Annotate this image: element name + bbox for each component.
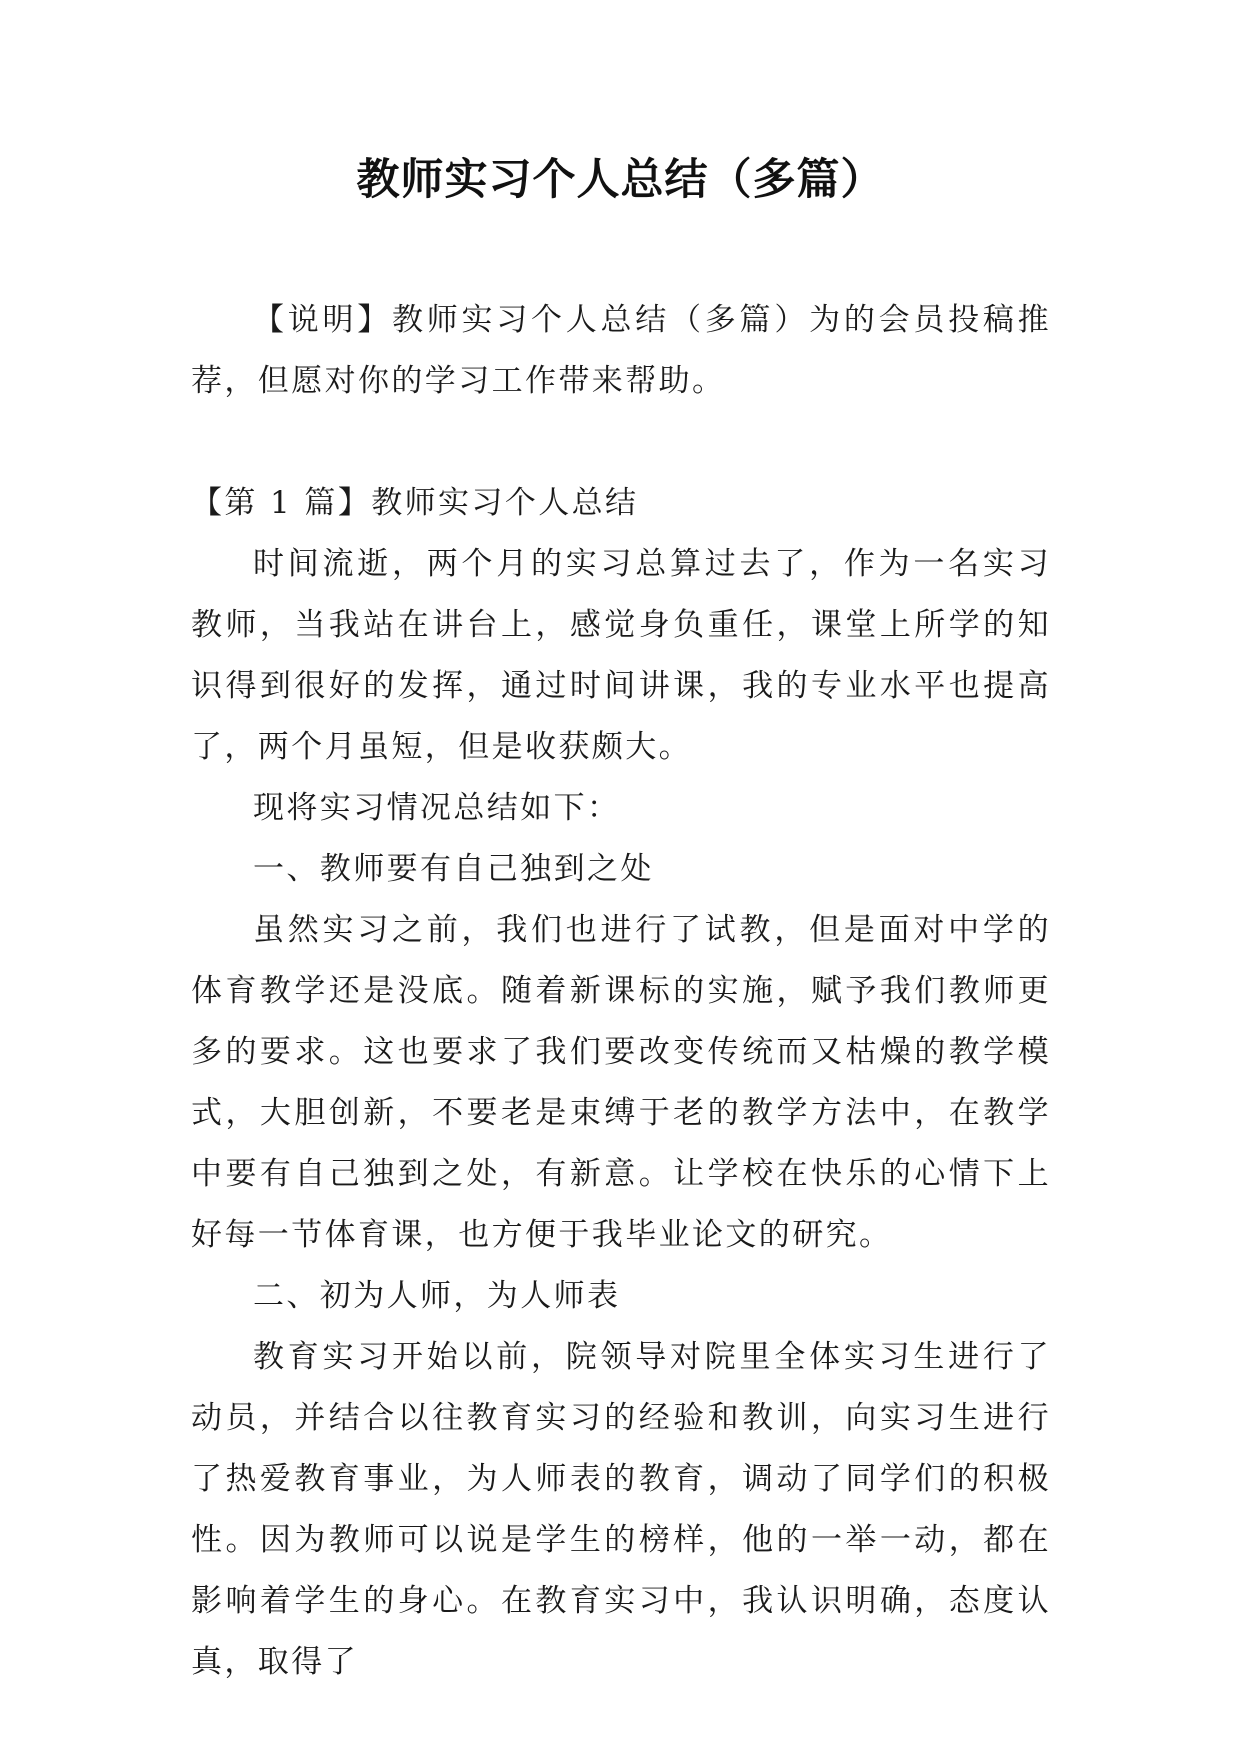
body-paragraph: 现将实习情况总结如下： <box>253 790 621 826</box>
body-paragraph: 时间流逝，两个月的实习总算过去了，作为一名实习教师，当我站在讲台上，感觉身负重任，课堂上所学的知识得到很好的发挥，通过时间讲课，我的专业水平也提高了，两个月虽短，但是收获颇大。 <box>191 546 1051 765</box>
body-paragraph: 虽然实习之前，我们也进行了试教，但是面对中学的体育教学还是没底。随着新课标的实施，赋予我们教师更多的要求。这也要求了我们要改变传统而又枯燥的教学模式，大胆创新，不要老是束缚于老的教学方法中，在教学中要有自己独到之处，有新意。让学校在快乐的心情下上好每一节体育课，也方便于我毕业论文的研究。 <box>191 912 1051 1253</box>
section-heading: 【第 1 篇】教师实习个人总结 <box>191 485 639 521</box>
body-paragraph: 教育实习开始以前，院领导对院里全体实习生进行了动员，并结合以往教育实习的经验和教训，向实习生进行了热爱教育事业，为人师表的教育，调动了同学们的积极性。因为教师可以说是学生的榜样，他的一举一动，都在影响着学生的身心。在教育实习中，我认识明确，态度认真，取得了 <box>191 1339 1051 1680</box>
document-body <box>191 290 1051 1693</box>
subheading: 一、教师要有自己独到之处 <box>253 851 654 887</box>
intro-paragraph: 【说明】教师实习个人总结（多篇）为的会员投稿推荐，但愿对你的学习工作带来帮助。 <box>191 302 1051 399</box>
document-title: 教师实习个人总结（多篇） <box>356 155 885 205</box>
subheading: 二、初为人师，为人师表 <box>253 1278 621 1314</box>
